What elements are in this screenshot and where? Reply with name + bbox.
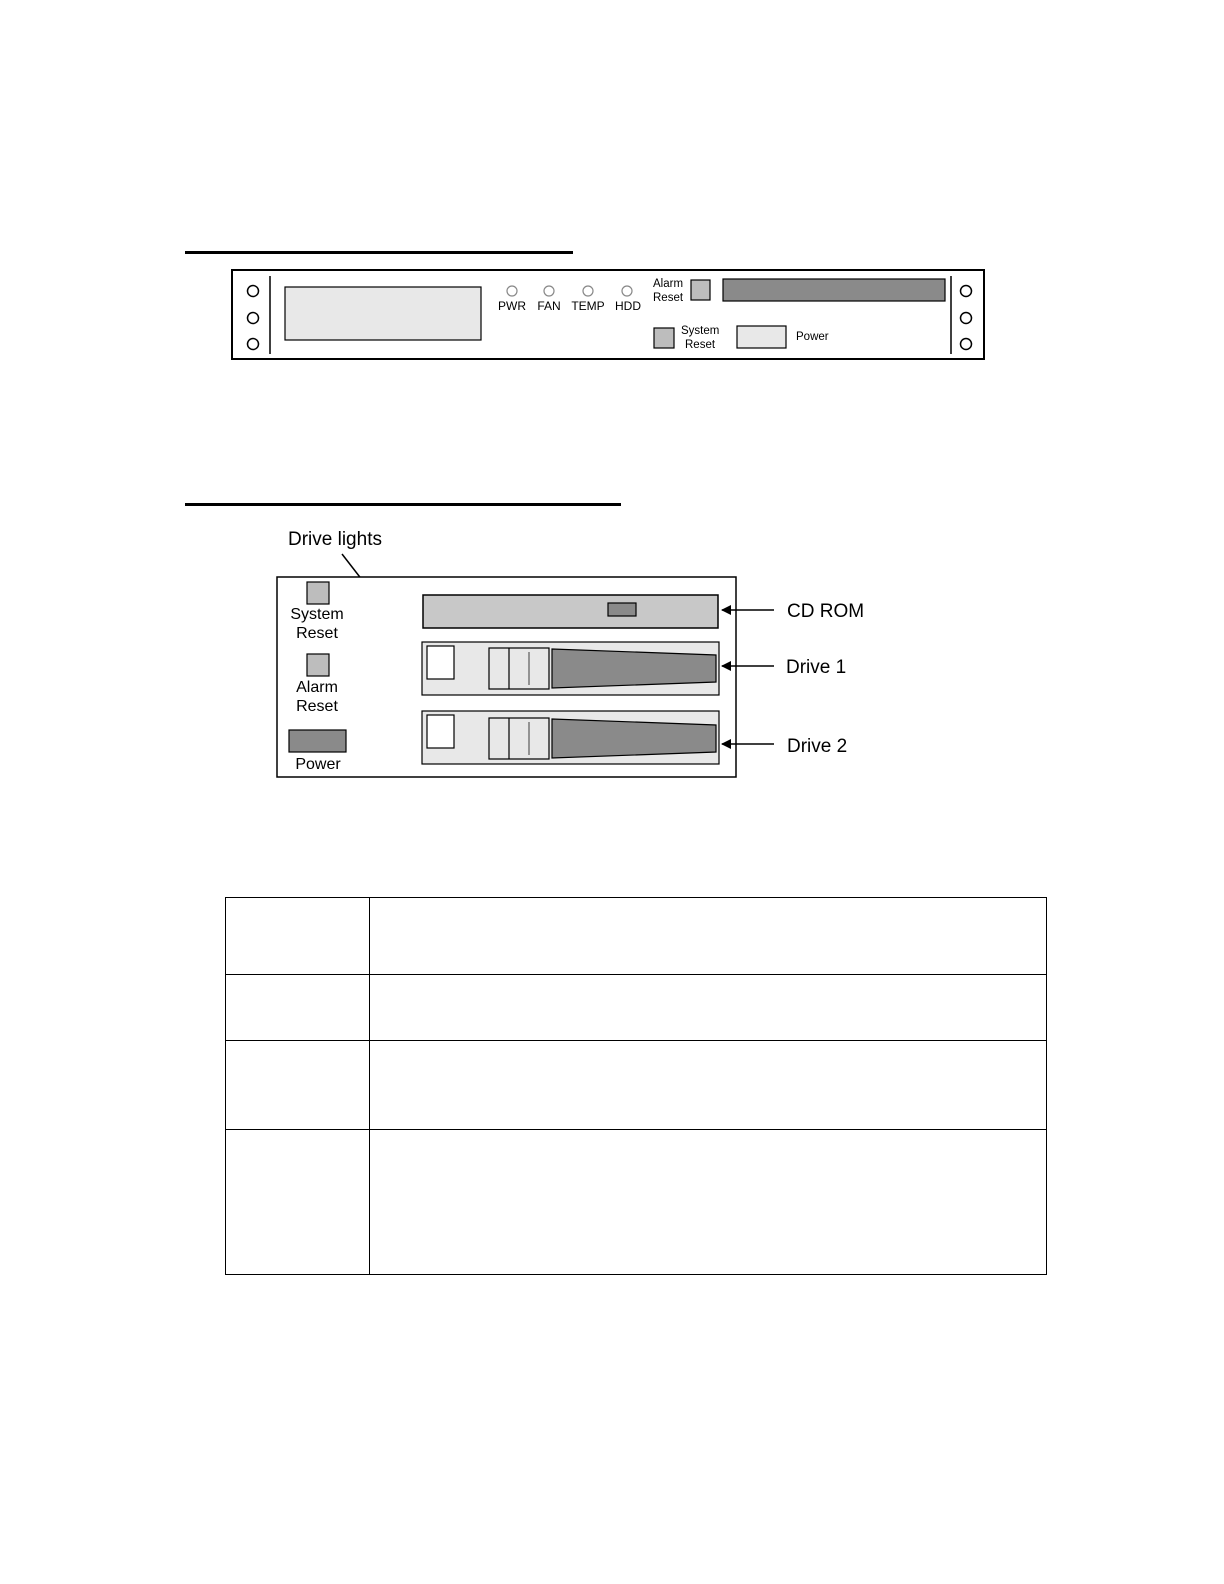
table-cell bbox=[370, 975, 1047, 1041]
led-temp-icon bbox=[583, 286, 593, 296]
alarm-reset-label-line2: Reset bbox=[653, 292, 684, 304]
drive-1-light bbox=[427, 646, 454, 679]
led-label-fan: FAN bbox=[537, 299, 561, 313]
power-label: Power bbox=[295, 756, 341, 773]
table-cell bbox=[226, 898, 370, 975]
drive-2-label: Drive 2 bbox=[787, 736, 848, 757]
alarm-reset-label-line1: Alarm bbox=[296, 679, 338, 696]
drive-1-label: Drive 1 bbox=[786, 657, 847, 678]
drive-panel-diagram bbox=[270, 520, 890, 785]
table-row bbox=[226, 1130, 1047, 1275]
table-cell bbox=[226, 1130, 370, 1275]
led-pwr-icon bbox=[507, 286, 517, 296]
alarm-reset-label-line1: Alarm bbox=[653, 278, 684, 290]
drive-2-light bbox=[427, 715, 454, 748]
system-reset-label-line2: Reset bbox=[296, 625, 338, 642]
system-reset-label-line1: System bbox=[681, 325, 720, 337]
system-reset-button[interactable] bbox=[654, 328, 674, 348]
drive-2-carrier bbox=[422, 711, 719, 764]
alarm-reset-button[interactable] bbox=[307, 654, 329, 676]
system-reset-label-line1: System bbox=[290, 606, 344, 623]
drive-bay-slot bbox=[723, 279, 945, 301]
led-fan-icon bbox=[544, 286, 554, 296]
drive-2-latch bbox=[489, 718, 549, 759]
description-table bbox=[225, 897, 1047, 1275]
led-hdd-icon bbox=[622, 286, 632, 296]
drive-1-latch bbox=[489, 648, 549, 689]
cd-rom-drive bbox=[423, 595, 718, 628]
alarm-reset-button[interactable] bbox=[691, 280, 710, 300]
front-panel-diagram bbox=[230, 268, 988, 363]
drive-lights-label: Drive lights bbox=[288, 529, 382, 550]
power-button[interactable] bbox=[737, 326, 786, 348]
cd-rom-label: CD ROM bbox=[787, 601, 865, 622]
led-label-pwr: PWR bbox=[498, 299, 526, 313]
section-rule-2 bbox=[185, 503, 621, 506]
table-row bbox=[226, 975, 1047, 1041]
table-cell bbox=[370, 898, 1047, 975]
cd-rom-eject-button[interactable] bbox=[608, 603, 636, 616]
lcd-display bbox=[285, 287, 481, 340]
system-reset-button[interactable] bbox=[307, 582, 329, 604]
table-cell bbox=[226, 975, 370, 1041]
table-cell bbox=[370, 1130, 1047, 1275]
table-row bbox=[226, 898, 1047, 975]
drive-1-carrier bbox=[422, 642, 719, 695]
system-reset-label-line2: Reset bbox=[685, 339, 716, 351]
drive-2-handle bbox=[552, 719, 716, 758]
led-label-temp: TEMP bbox=[571, 299, 605, 313]
table-row bbox=[226, 1041, 1047, 1130]
table-cell bbox=[226, 1041, 370, 1130]
section-rule-1 bbox=[185, 251, 573, 254]
led-label-hdd: HDD bbox=[615, 299, 641, 313]
alarm-reset-label-line2: Reset bbox=[296, 698, 338, 715]
table-cell bbox=[370, 1041, 1047, 1130]
power-label: Power bbox=[796, 331, 829, 343]
power-button[interactable] bbox=[289, 730, 346, 752]
drive-1-handle bbox=[552, 649, 716, 688]
